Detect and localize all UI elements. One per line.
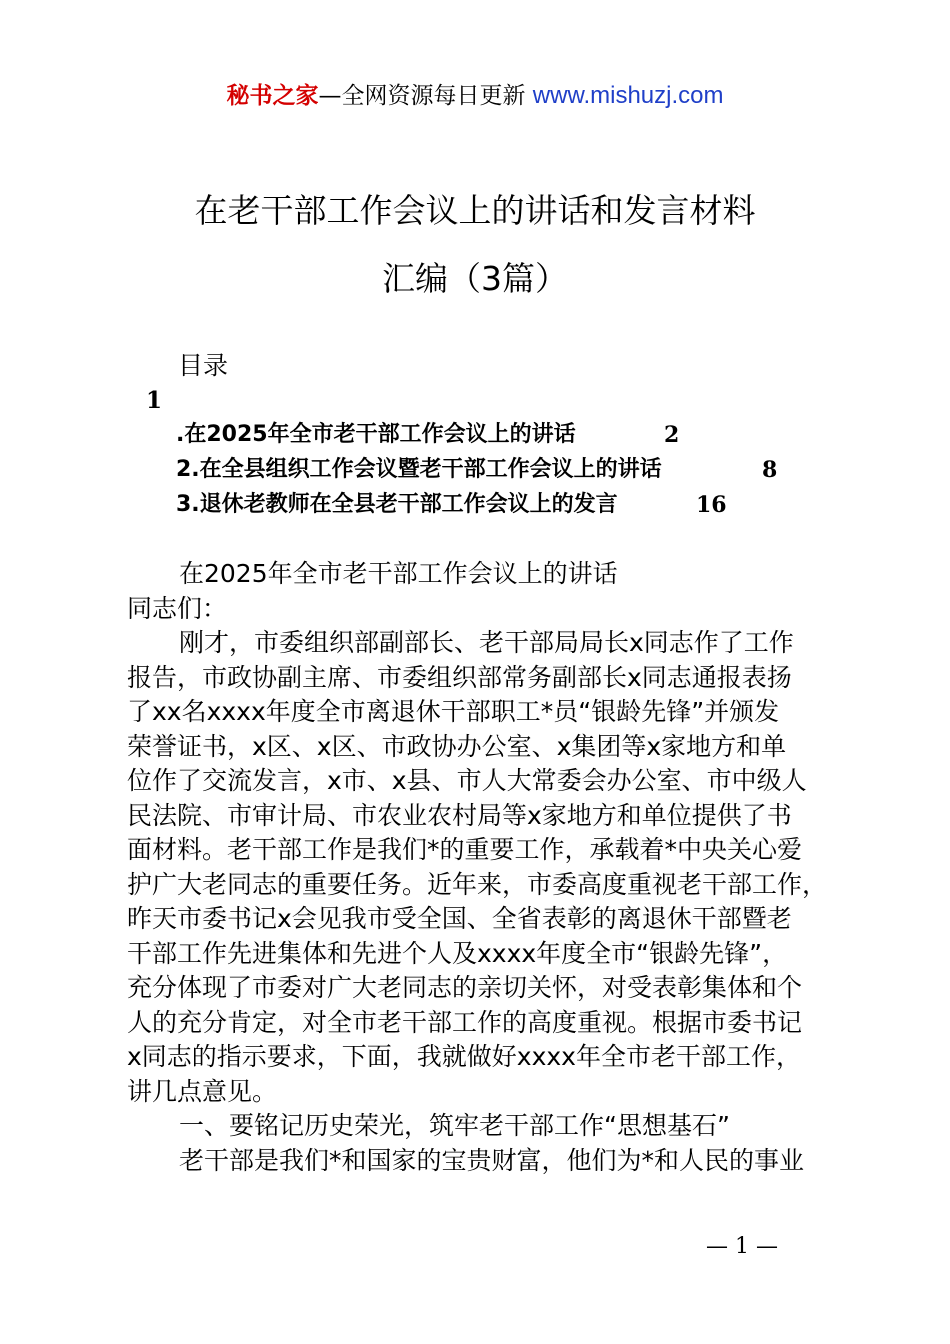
document-body (127, 557, 847, 1178)
body-line: 荣誉证书，x区、x区、市政协办公室、x集团等x家地方和单 (127, 731, 787, 761)
site-slogan: —全网资源每日更新 (318, 83, 526, 109)
section-title: 在2025年全市老干部工作会议上的讲话 (179, 559, 618, 588)
toc-entry-page: 2 (664, 422, 680, 448)
body-line: 报告，市政协副主席、市委组织部常务副部长x同志通报表扬 (127, 662, 792, 692)
body-line: 干部工作先进集体和先进个人及xxxx年度全市“银龄先锋”， (127, 938, 788, 968)
toc-entry-number: 1 (146, 387, 163, 414)
toc-entry-3[interactable] (176, 489, 727, 521)
body-line: x同志的指示要求，下面，我就做好xxxx年全市老干部工作， (127, 1042, 801, 1071)
toc-entry-label: 3.退休老教师在全县老干部工作会议上的发言 (176, 492, 618, 517)
body-line: 民法院、市审计局、市农业农村局等x家地方和单位提供了书 (127, 800, 792, 830)
body-line: 了xx名xxxx年度全市离退休干部职工*员“银龄先锋”并颁发 (127, 697, 780, 726)
body-line: 讲几点意见。 (127, 1076, 278, 1106)
toc-entry-label: .在2025年全市老干部工作会议上的讲话 (176, 422, 576, 447)
toc-entry-page: 16 (696, 492, 727, 518)
toc-entry-1[interactable] (176, 419, 680, 451)
body-line: 护广大老同志的重要任务。近年来，市委高度重视老干部工作， (127, 869, 828, 899)
body-line: 刚才，市委组织部副部长、老干部局局长x同志作了工作 (179, 628, 794, 657)
body-line: 位作了交流发言，x市、x县、市人大常委会办公室、市中级人 (127, 766, 807, 795)
site-brand: 秘书之家 (226, 83, 319, 109)
body-line: 人的充分肯定，对全市老干部工作的高度重视。根据市委书记 (127, 1007, 803, 1037)
site-header (0, 80, 950, 112)
document-title-line-1: 在老干部工作会议上的讲话和发言材料 (194, 191, 756, 230)
toc-entry-2[interactable] (176, 454, 778, 486)
body-line: 充分体现了市委对广大老同志的亲切关怀，对受表彰集体和个 (127, 973, 803, 1002)
toc-heading: 目录 (178, 351, 229, 380)
body-line: 昨天市委书记x会见我市受全国、全省表彰的离退休干部暨老 (127, 904, 792, 933)
body-line: 老干部是我们*和国家的宝贵财富，他们为*和人民的事业 (179, 1145, 805, 1175)
toc-entry-page: 8 (762, 457, 778, 483)
salutation: 同志们： (127, 593, 228, 623)
site-url-link[interactable]: www.mishuzj.com (532, 82, 724, 109)
page-number: — 1 — (706, 1234, 778, 1259)
toc-entry-label: 2.在全县组织工作会议暨老干部工作会议上的讲话 (176, 457, 662, 482)
section-heading: 一、要铭记历史荣光，筑牢老干部工作“思想基石” (179, 1111, 730, 1140)
document-title-line-2: 汇编（3篇） (382, 259, 568, 298)
body-line: 面材料。老干部工作是我们*的重要工作，承载着*中央关心爱 (127, 835, 803, 864)
